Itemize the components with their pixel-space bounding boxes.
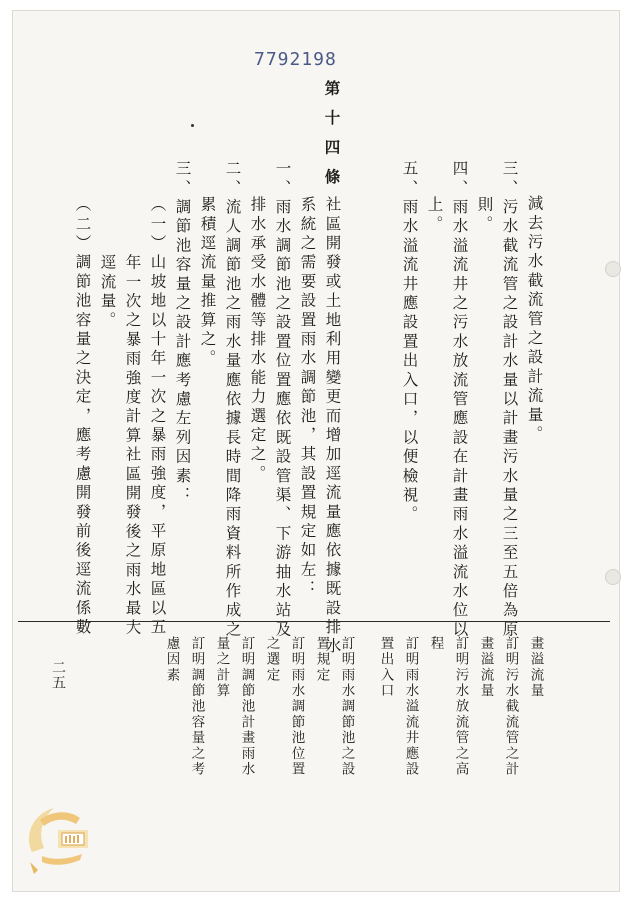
punch-hole [605,569,621,585]
page-number: 二五 [50,660,66,690]
library-logo-icon [22,800,100,880]
body-column: 三、污水截流管之設計水量以計畫污水量之三至五倍為原 [500,160,519,640]
body-column: 一、雨水調節池之設置位置應依既設管渠、下游抽水站及 [273,160,292,640]
archive-stamp-number: 7792198 [254,49,337,70]
margin-note: 訂明雨水調節池位置 [288,636,305,778]
body-column: 排水承受水體等排水能力選定之。 [248,196,267,484]
ink-dot [191,124,194,127]
punch-hole [605,261,621,277]
body-column: 則。 [475,196,494,235]
body-column: 逕流量。 [98,254,117,331]
article-heading: 第十四條 [322,80,342,198]
body-column: 累積逕流量推算之。 [198,196,217,369]
margin-note: 訂明污水截流管之計 [502,636,519,778]
margin-note: 訂明雨水溢流井應設 [402,636,419,778]
margin-note: 量之計算 [213,636,230,699]
margin-note: 訂明調節池計畫雨水 [238,636,255,778]
divider-line [18,621,610,622]
body-column: 三、調節池容量之設計應考慮左列因素： [173,160,192,506]
margin-note: 畫溢流量 [477,636,494,699]
margin-note: 訂明調節池容量之考 [188,636,205,778]
margin-note: 置規定 [313,636,330,684]
margin-note: 訂明污水放流管之高 [452,636,469,778]
body-column: 五、雨水溢流井應設置出入口，以便檢視。 [400,160,419,525]
margin-note: 慮因素 [163,636,180,684]
body-column: （一）山坡地以十年一次之暴雨強度，平原地區以五 [148,196,167,638]
body-column: 社區開發或土地利用變更而增加逕流量應依據既設排水 [323,196,342,657]
margin-note: 畫溢流量 [527,636,544,699]
margin-note: 之選定 [263,636,280,684]
body-column: （二）調節池容量之決定，應考慮開發前後逕流係數 [73,196,92,638]
body-column: 上。 [425,196,444,235]
body-column: 四、雨水溢流井之污水放流管應設在計畫雨水溢流水位以 [450,160,469,640]
body-column: 年一次之暴雨強度計算社區開發後之雨水最大 [123,254,142,638]
margin-note: 訂明雨水調節池之設 [338,636,355,778]
body-column: 系統之需要設置雨水調節池，其設置規定如左： [298,196,317,600]
margin-note: 置出入口 [377,636,394,699]
body-column: 二、流人調節池之雨水量應依據長時間降雨資料所作成之 [223,160,242,640]
margin-note: 程 [427,636,444,652]
body-column: 減去污水截流管之設計流量。 [525,195,544,445]
